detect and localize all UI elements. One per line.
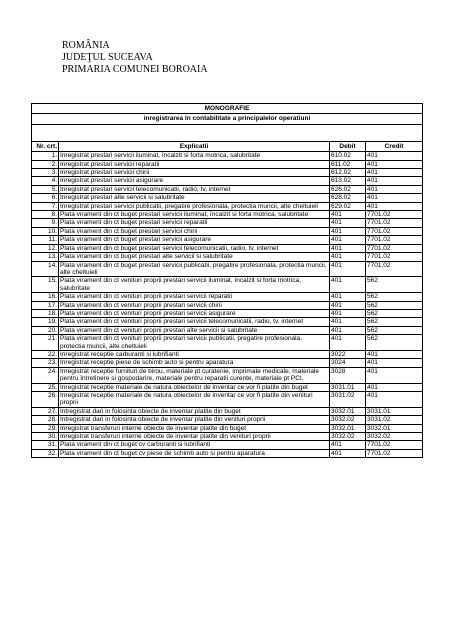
row-debit-cell: 611.02: [330, 160, 366, 168]
row-explanation-cell: Inregistrat transferuri interne obiecte de inventar platite din venituri proprii: [59, 433, 330, 441]
row-explanation-cell: Plata virament din ct venituri proprii prestari servicii iluminat, încalzit si forta motrica, salubritate: [59, 277, 330, 293]
row-debit-cell: 401: [330, 261, 366, 277]
row-credit-cell: 3032.01: [366, 424, 423, 432]
country-line: ROMÂNIA: [62, 40, 110, 51]
table-row: [32, 326, 423, 334]
row-number-cell: 21.: [32, 335, 59, 351]
row-credit-cell: 7701.02: [366, 236, 423, 244]
row-debit-cell: 3028: [330, 367, 366, 383]
table-row: [32, 449, 423, 457]
row-explanation-cell: Plata virament din ct venituri proprii prestari servicii reparatii: [59, 293, 330, 301]
column-header-debit: Debit: [330, 141, 366, 151]
row-credit-cell: 401: [366, 359, 423, 367]
row-explanation-cell: Plata virament din ct buget prestari servicii reparatii: [59, 219, 330, 227]
row-number-cell: 13.: [32, 253, 59, 261]
table-title: MONOGRAFIE: [32, 104, 423, 114]
row-debit-cell: 628.02: [330, 194, 366, 202]
row-number-cell: 2.: [32, 160, 59, 168]
row-number-cell: 18.: [32, 309, 59, 317]
institution-line: PRIMARIA COMUNEI BOROAIA: [62, 64, 208, 75]
institution-header: [62, 40, 208, 76]
table-row: [32, 309, 423, 317]
table-row: [32, 383, 423, 391]
row-number-cell: 17.: [32, 301, 59, 309]
table-row: [32, 392, 423, 408]
row-credit-cell: 401: [366, 392, 423, 408]
row-explanation-cell: Inregistrat receptie materiale de natura obiectelor de inventar ce vor fi platite din venituri proprii: [59, 392, 330, 408]
table-row: [32, 416, 423, 424]
row-debit-cell: 401: [330, 441, 366, 449]
row-credit-cell: 401: [366, 185, 423, 193]
row-debit-cell: 401: [330, 335, 366, 351]
table-row: [32, 277, 423, 293]
row-number-cell: 29.: [32, 424, 59, 432]
row-debit-cell: 3031.01: [330, 383, 366, 391]
row-debit-cell: 401: [330, 236, 366, 244]
row-debit-cell: 3032.01: [330, 407, 366, 415]
row-explanation-cell: Inregistrat receptie piese de schimb auto si pentru aparatura: [59, 359, 330, 367]
row-explanation-cell: Inregistrat prestari servicii reparatii: [59, 160, 330, 168]
row-debit-cell: 401: [330, 309, 366, 317]
row-debit-cell: 401: [330, 253, 366, 261]
row-credit-cell: 562: [366, 309, 423, 317]
row-number-cell: 9.: [32, 219, 59, 227]
table-row: [32, 160, 423, 168]
column-header-nr: Nr. crt.: [32, 141, 59, 151]
row-explanation-cell: Inregistrat prestari servicii chirii: [59, 169, 330, 177]
row-explanation-cell: Plata virament din ct buget prestari servicii telecomunicatii, radio, tv, internet: [59, 244, 330, 252]
row-number-cell: 4.: [32, 177, 59, 185]
table-row: [32, 185, 423, 193]
table-row: [32, 407, 423, 415]
row-number-cell: 26.: [32, 392, 59, 408]
row-number-cell: 1.: [32, 152, 59, 160]
row-credit-cell: 401: [366, 202, 423, 210]
row-explanation-cell: Plata virament din ct buget prestari alte servicii si salubritate: [59, 253, 330, 261]
row-credit-cell: 7701.02: [366, 227, 423, 235]
row-number-cell: 15.: [32, 277, 59, 293]
table-row: [32, 211, 423, 219]
table-row: [32, 424, 423, 432]
row-explanation-cell: Plata virament din ct buget prestari servicii asigurare: [59, 236, 330, 244]
table-row: [32, 244, 423, 252]
row-debit-cell: 401: [330, 244, 366, 252]
row-debit-cell: 3024: [330, 359, 366, 367]
row-number-cell: 3.: [32, 169, 59, 177]
row-credit-cell: 562: [366, 326, 423, 334]
table-subtitle: inregistrarea în contabilitate a principalelor operatiuni: [32, 114, 423, 124]
row-number-cell: 8.: [32, 211, 59, 219]
row-credit-cell: 401: [366, 152, 423, 160]
row-number-cell: 32.: [32, 449, 59, 457]
row-credit-cell: 3031.02: [366, 416, 423, 424]
table-row: [32, 359, 423, 367]
row-debit-cell: 401: [330, 219, 366, 227]
row-debit-cell: 3022: [330, 350, 366, 358]
row-number-cell: 5.: [32, 185, 59, 193]
row-credit-cell: 7701.02: [366, 253, 423, 261]
table-row: [32, 177, 423, 185]
row-number-cell: 16.: [32, 293, 59, 301]
row-credit-cell: 401: [366, 177, 423, 185]
row-explanation-cell: Inregistrat prestari servicii iluminat, încalzit si forta motrica, salubritate: [59, 152, 330, 160]
table-row: [32, 293, 423, 301]
row-explanation-cell: Plata virament din ct buget prestari servicii iluminat, încalzit si forta motrica, salubritate: [59, 211, 330, 219]
row-debit-cell: 626.02: [330, 185, 366, 193]
row-debit-cell: 3032.01: [330, 424, 366, 432]
row-number-cell: 10.: [32, 227, 59, 235]
row-number-cell: 7.: [32, 202, 59, 210]
row-number-cell: 12.: [32, 244, 59, 252]
row-number-cell: 25.: [32, 383, 59, 391]
row-number-cell: 20.: [32, 326, 59, 334]
row-explanation-cell: Plata virament din ct buget prestari servicii chirii: [59, 227, 330, 235]
table-spacer: [32, 124, 423, 141]
row-debit-cell: 401: [330, 227, 366, 235]
table-row: [32, 367, 423, 383]
row-debit-cell: 401: [330, 277, 366, 293]
row-number-cell: 22.: [32, 350, 59, 358]
row-explanation-cell: Inregistrat prestari alte servicii si salubritate: [59, 194, 330, 202]
row-credit-cell: 7701.02: [366, 244, 423, 252]
row-debit-cell: 401: [330, 301, 366, 309]
row-number-cell: 31.: [32, 441, 59, 449]
row-credit-cell: 562: [366, 293, 423, 301]
table-row: [32, 253, 423, 261]
column-header-explicatii: Explicatii: [59, 141, 330, 151]
row-debit-cell: 3031.02: [330, 392, 366, 408]
row-explanation-cell: Plata virament din ct venituri proprii prestari servicii chirii: [59, 301, 330, 309]
row-debit-cell: 610.02: [330, 152, 366, 160]
row-explanation-cell: Inregistrat prestari servicii telecomunicatii, radio, tv, internet: [59, 185, 330, 193]
row-credit-cell: 3031.01: [366, 407, 423, 415]
row-debit-cell: 612.02: [330, 169, 366, 177]
row-explanation-cell: Plata virament din ct venituri proprii prestari servicii telecomunicatii, radio, tv, internet: [59, 318, 330, 326]
row-explanation-cell: Intregistrat dari in folosinta obiecte de inventar platite din buget: [59, 407, 330, 415]
row-explanation-cell: Plata virament din ct venituri proprii prestari alte servicii si salubritate: [59, 326, 330, 334]
row-number-cell: 24.: [32, 367, 59, 383]
row-credit-cell: 3032.02: [366, 433, 423, 441]
row-credit-cell: 401: [366, 169, 423, 177]
row-debit-cell: 401: [330, 293, 366, 301]
row-explanation-cell: Inregistrat transferuri interne obiecte de inventar platite din buget: [59, 424, 330, 432]
column-header-credit: Credit: [366, 141, 423, 151]
row-credit-cell: 401: [366, 350, 423, 358]
row-explanation-cell: Inregistrat prestari servicii asigurare: [59, 177, 330, 185]
row-number-cell: 11.: [32, 236, 59, 244]
row-explanation-cell: Inregistrat receptie carburanti si lubrifianti: [59, 350, 330, 358]
row-number-cell: 19.: [32, 318, 59, 326]
row-credit-cell: 7701.02: [366, 211, 423, 219]
row-credit-cell: 401: [366, 367, 423, 383]
row-debit-cell: 629.02: [330, 202, 366, 210]
row-credit-cell: 401: [366, 383, 423, 391]
row-explanation-cell: Plata virament din ct buget cv carburanti si lubrifianti: [59, 441, 330, 449]
row-debit-cell: 3032.02: [330, 416, 366, 424]
row-number-cell: 6.: [32, 194, 59, 202]
table-row: [32, 169, 423, 177]
table-row: [32, 194, 423, 202]
table-row: [32, 261, 423, 277]
row-credit-cell: 7701.02: [366, 261, 423, 277]
row-explanation-cell: Inregistrat prestari servicii publicatii, pregatire profesionala, protectia muncii, alte cheltuieli: [59, 202, 330, 210]
table-body: [32, 152, 423, 458]
table-row: [32, 202, 423, 210]
row-debit-cell: 401: [330, 449, 366, 457]
row-explanation-cell: Plata virament din ct buget cv piese de schimb auto si pentru aparatura: [59, 449, 330, 457]
row-debit-cell: 613.02: [330, 177, 366, 185]
row-number-cell: 14.: [32, 261, 59, 277]
row-credit-cell: 7701.02: [366, 441, 423, 449]
row-explanation-cell: Plata virament din ct buget prestari servicii publicatii, pregatire profesionala, protectia muncii, alte cheltuieli: [59, 261, 330, 277]
row-number-cell: 27.: [32, 407, 59, 415]
table-row: [32, 433, 423, 441]
row-credit-cell: 562: [366, 301, 423, 309]
row-explanation-cell: Inregistrat receptie furnituri de birou, materiale pt curatenie, imprimate medicale, materiale pentru întretinere si gospodarire, materiale pentru reparatii curente, materiale pt PCI,: [59, 367, 330, 383]
table-row: [32, 227, 423, 235]
row-debit-cell: 401: [330, 211, 366, 219]
row-debit-cell: 401: [330, 318, 366, 326]
row-explanation-cell: Plata virament din ct venituri proprii prestari servicii asigurare: [59, 309, 330, 317]
table-row: [32, 219, 423, 227]
row-explanation-cell: Intregistrat dari in folosinta obiecte de inventar platite din venituri proprii: [59, 416, 330, 424]
table-row: [32, 441, 423, 449]
row-debit-cell: 3032.02: [330, 433, 366, 441]
row-credit-cell: 7701.02: [366, 219, 423, 227]
county-line: JUDEŢUL SUCEAVA: [62, 52, 153, 63]
table-row: [32, 236, 423, 244]
table-row: [32, 335, 423, 351]
table-row: [32, 350, 423, 358]
table-row: [32, 318, 423, 326]
row-debit-cell: 401: [330, 326, 366, 334]
row-credit-cell: 562: [366, 277, 423, 293]
row-credit-cell: 562: [366, 335, 423, 351]
table-row: [32, 301, 423, 309]
monography-table: [31, 103, 423, 458]
row-explanation-cell: Plata virament din ct venituri proprii prestari servicii publicatii, pregatire profesionala, protectia muncii, alte cheltuieli: [59, 335, 330, 351]
row-credit-cell: 401: [366, 194, 423, 202]
row-number-cell: 23.: [32, 359, 59, 367]
row-number-cell: 28.: [32, 416, 59, 424]
row-explanation-cell: Inregistrat receptie materiale de natura obiectelor de inventar ce vor fi platite din buget: [59, 383, 330, 391]
row-credit-cell: 562: [366, 318, 423, 326]
table-row: [32, 152, 423, 160]
row-credit-cell: 7701.02: [366, 449, 423, 457]
row-number-cell: 30.: [32, 433, 59, 441]
row-credit-cell: 401: [366, 160, 423, 168]
